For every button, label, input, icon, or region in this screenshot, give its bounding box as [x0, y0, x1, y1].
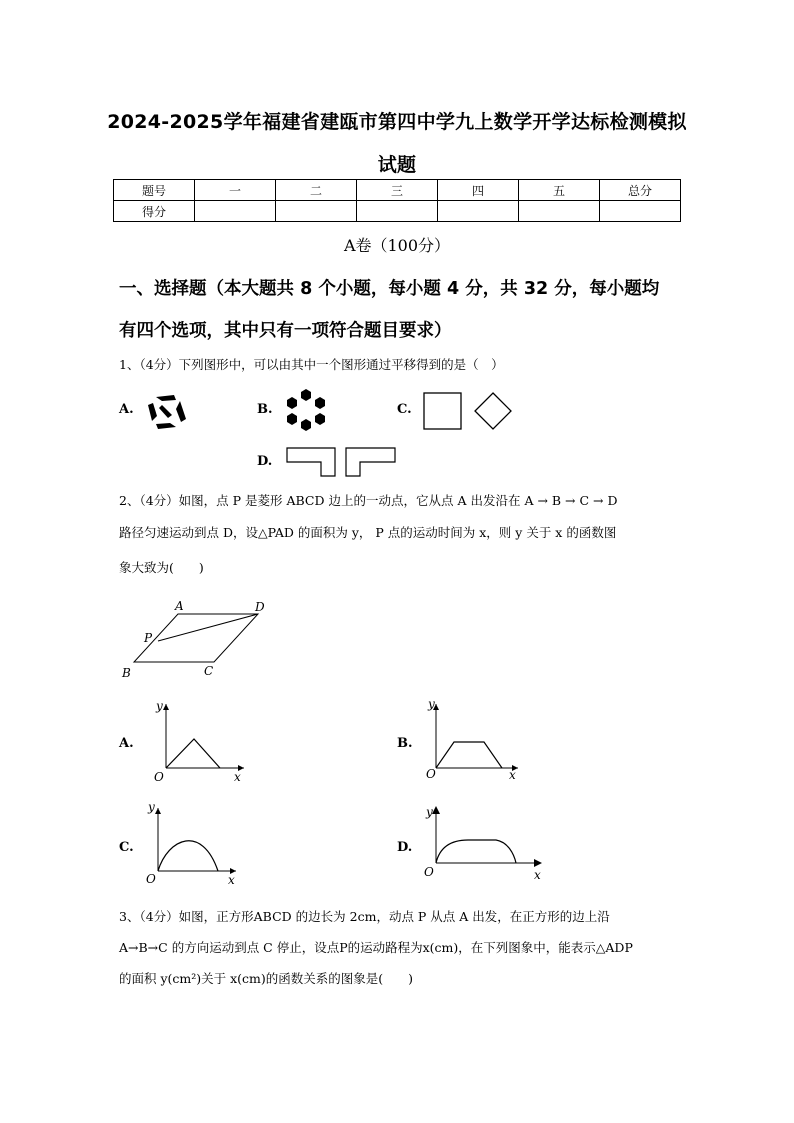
score-cell-header: 题号 — [114, 180, 195, 201]
origin-label: O — [424, 865, 434, 879]
vertex-a-label: A — [175, 599, 184, 613]
score-row-label: 得分 — [114, 201, 195, 222]
q3-text-line2: A→B→C 的方向运动到点 C 停止，设点P的运动路程为x(cm)，在下列图象中，能表示△ADP — [119, 940, 633, 955]
x-axis-label: x — [509, 768, 516, 782]
vertex-d-label: D — [255, 600, 265, 614]
q1-option-d-figure — [285, 446, 399, 478]
origin-label: O — [146, 872, 156, 886]
y-axis-label: y — [148, 800, 155, 814]
q3-text-line3: 的面积 y(cm²)关于 x(cm)的函数关系的图象是( ) — [119, 971, 414, 986]
score-cell-header: 一 — [195, 180, 276, 201]
q1-option-b-label: B. — [257, 402, 273, 417]
x-axis-label: x — [234, 770, 241, 782]
vertex-c-label: C — [204, 664, 214, 678]
q1-option-b-figure — [283, 387, 329, 433]
q2-rhombus-figure — [118, 598, 278, 684]
point-p-label: P — [144, 631, 153, 645]
score-cell-header: 二 — [276, 180, 357, 201]
q2-text-line2: 路径匀速运动到点 D，设△PAD 的面积为 y， P 点的运动时间为 x，则 y 关于 x 的函数图 — [119, 525, 617, 540]
score-cell-empty — [195, 201, 276, 222]
q3-text-line1: 3、（4分）如图，正方形ABCD 的边长为 2cm，动点 P 从点 A 出发，在正方形的边上沿 — [119, 909, 610, 924]
y-axis-label: y — [428, 697, 435, 711]
y-axis-label: y — [426, 805, 433, 819]
q2-graph-c — [140, 798, 250, 890]
q2-text-line1: 2、（4分）如图，点 P 是菱形 ABCD 边上的一动点，它从点 A 出发沿在 A → B → C → D — [119, 493, 618, 508]
score-cell-empty — [357, 201, 438, 222]
q2-text-line3: 象大致为( ) — [119, 560, 204, 575]
score-table — [113, 179, 681, 222]
section-a-heading: A卷（100分） — [343, 236, 451, 255]
q1-text: 1、（4分）下列图形中，可以由其中一个图形通过平移得到的是（ ） — [119, 357, 504, 372]
x-axis-label: x — [228, 873, 235, 887]
section1-heading: 一、选择题（本大题共 8 个小题，每小题 4 分，共 32 分，每小题均 — [119, 279, 660, 299]
page-title-cont: 试题 — [377, 154, 417, 176]
score-cell-empty — [438, 201, 519, 222]
q2-graph-a — [146, 696, 256, 782]
q2-option-b-label: B. — [397, 736, 413, 751]
q1-option-a-figure — [146, 391, 188, 433]
origin-label: O — [154, 770, 164, 782]
score-table-header-row — [114, 180, 681, 201]
page-title: 2024-2025学年福建省建瓯市第四中学九上数学开学达标检测模拟 — [107, 111, 687, 133]
score-cell-header: 五 — [519, 180, 600, 201]
score-cell-header: 总分 — [600, 180, 681, 201]
score-cell-empty — [600, 201, 681, 222]
q2-option-a-label: A. — [119, 736, 134, 751]
q2-graph-d — [420, 800, 550, 884]
q2-graph-b — [424, 696, 534, 782]
score-cell-empty — [519, 201, 600, 222]
q1-option-d-label: D. — [257, 454, 273, 469]
q1-option-c-label: C. — [397, 402, 412, 417]
score-table-score-row — [114, 201, 681, 222]
x-axis-label: x — [534, 868, 541, 882]
vertex-b-label: B — [122, 666, 131, 680]
q1-option-a-label: A. — [119, 402, 134, 417]
q2-option-d-label: D. — [397, 840, 413, 855]
q2-option-c-label: C. — [119, 840, 134, 855]
section1-heading-cont: 有四个选项，其中只有一项符合题目要求） — [119, 321, 452, 341]
score-cell-empty — [276, 201, 357, 222]
q1-option-c-figure — [422, 391, 514, 431]
origin-label: O — [426, 767, 436, 781]
score-cell-header: 四 — [438, 180, 519, 201]
y-axis-label: y — [156, 699, 163, 713]
score-cell-header: 三 — [357, 180, 438, 201]
